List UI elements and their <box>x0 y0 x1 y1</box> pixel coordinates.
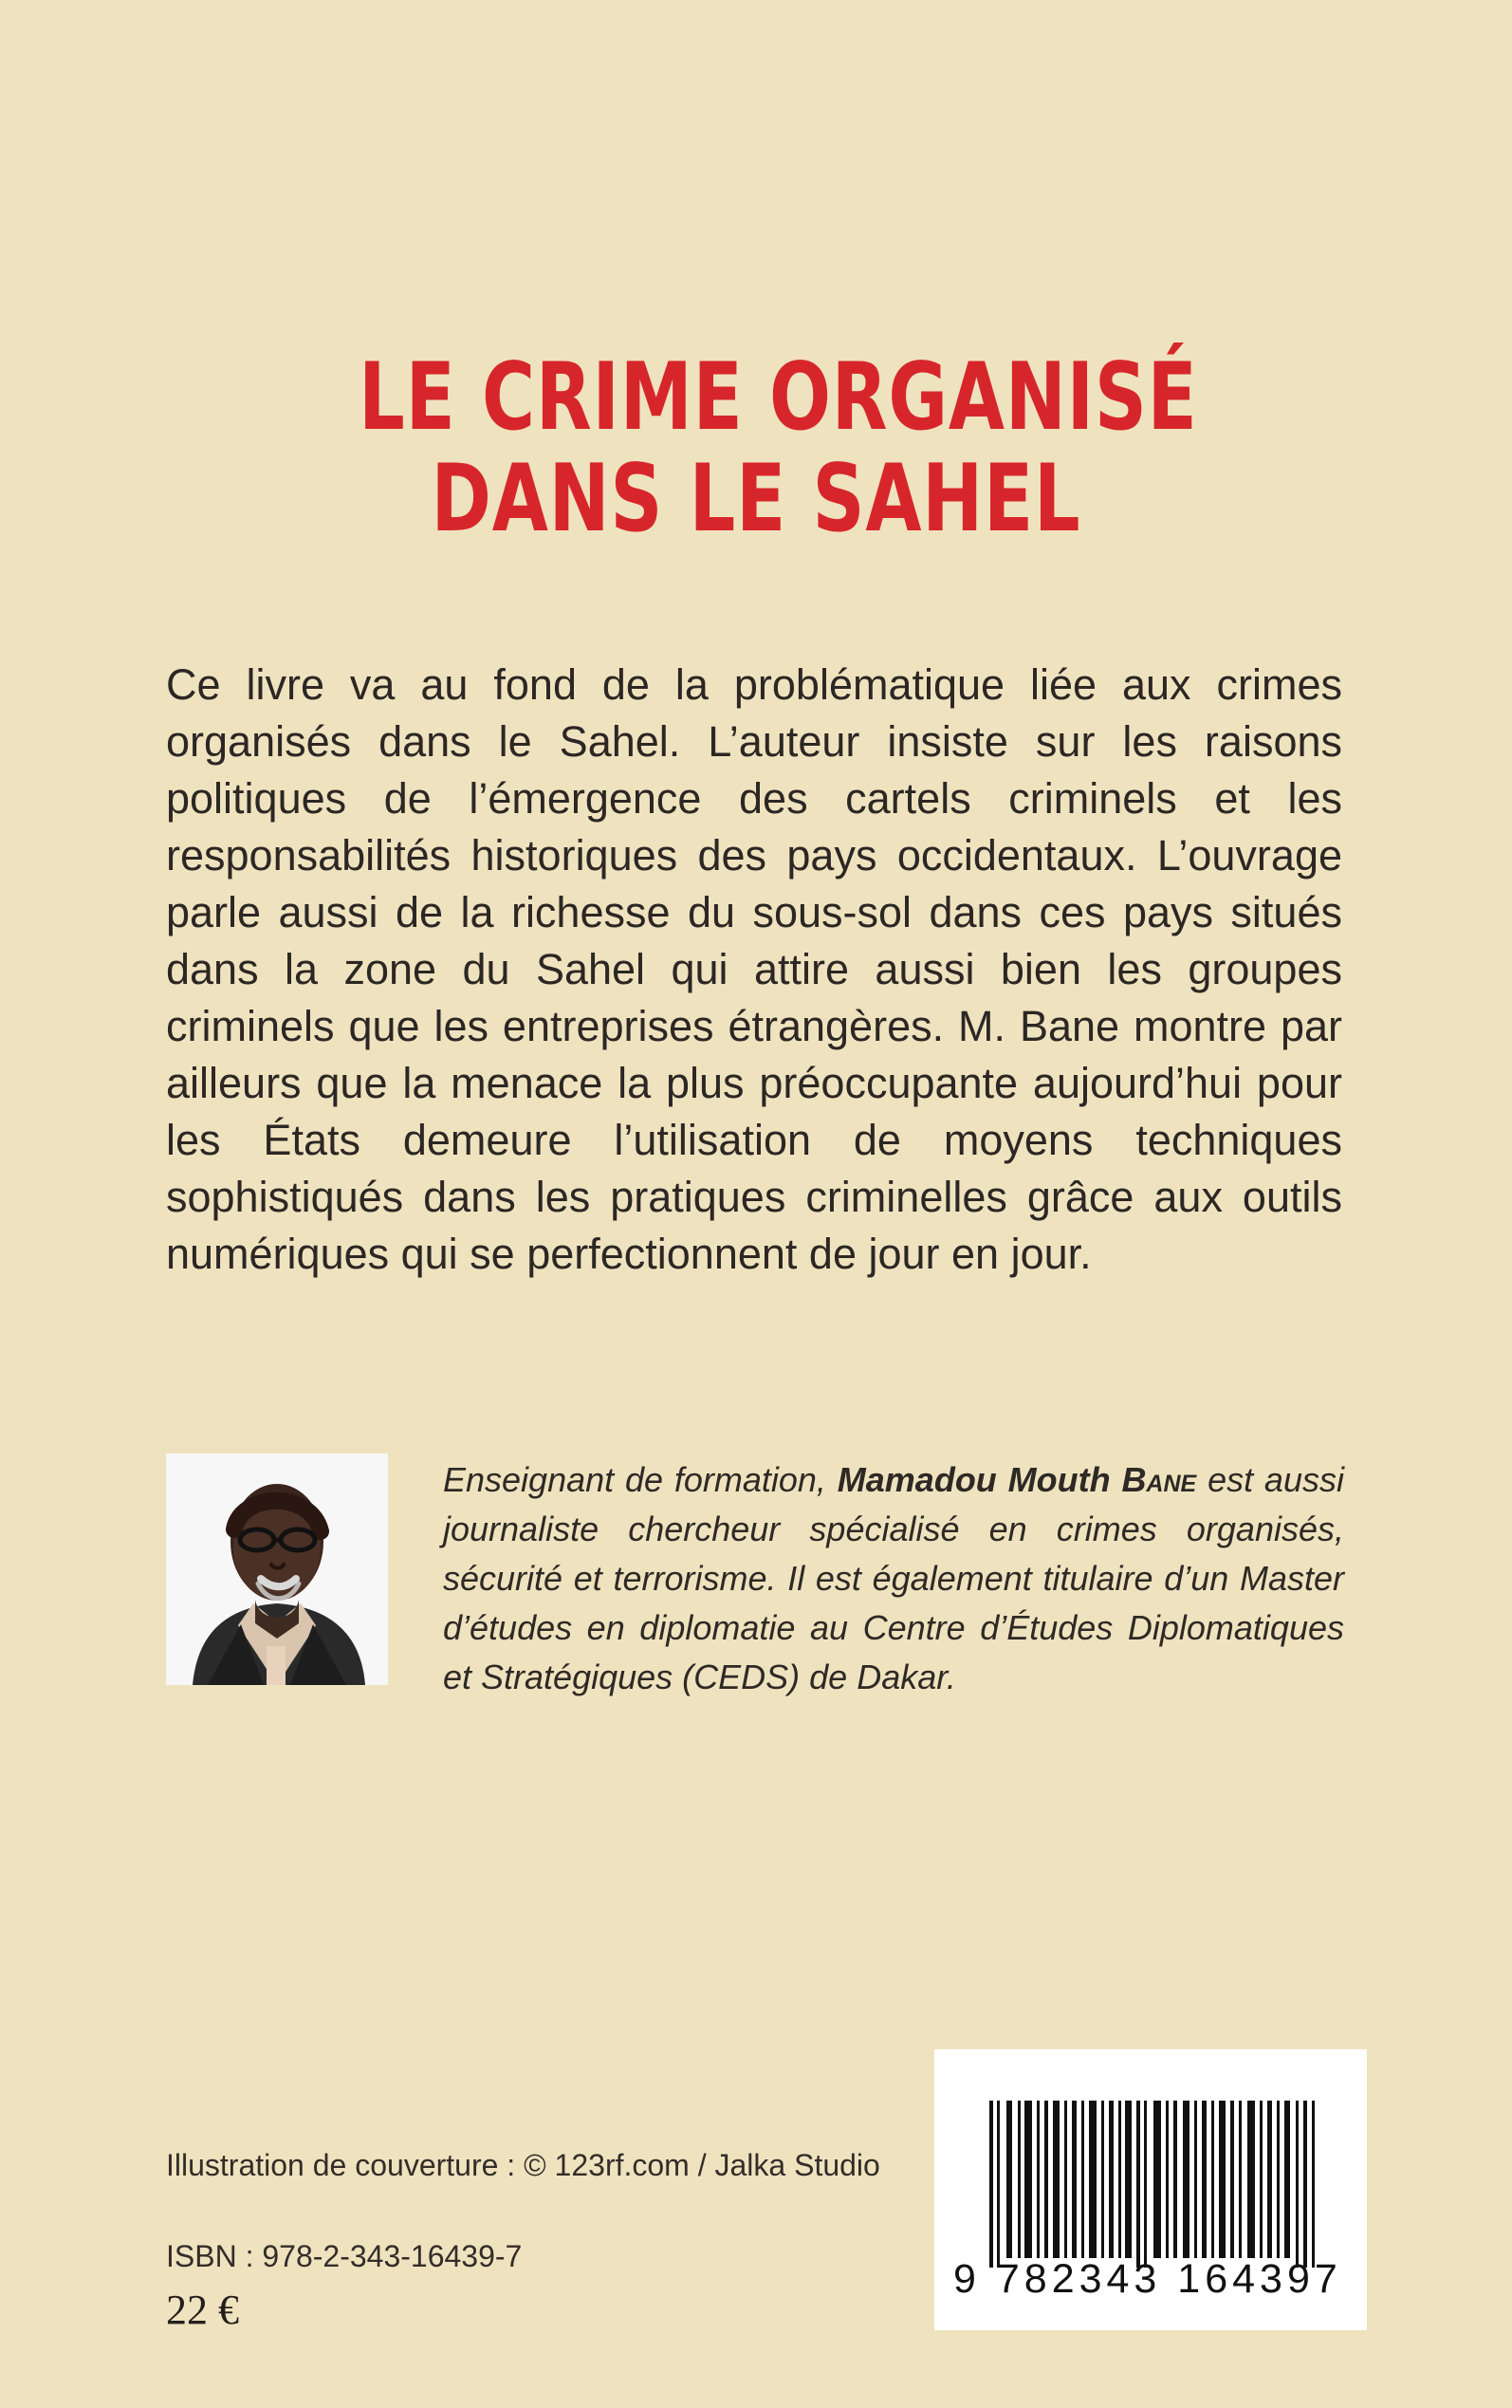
book-title <box>359 343 1198 554</box>
author-given-name: Mamadou Mouth <box>837 1460 1111 1499</box>
bio-rest: est aussi journaliste chercheur spécialisé en crimes organisés, sécurité et terrorisme. Il est également titulaire d’un Master d’études en diplomatie au Centre d’Études Diplomatiques et Stratégiques (CEDS) de Dakar. <box>443 1460 1344 1696</box>
isbn-text: ISBN : 978-2-343-16439-7 <box>166 2239 523 2273</box>
book-title-line-1: LE CRIME ORGANISÉ <box>359 343 1198 452</box>
book-description: Ce livre va au fond de la problématique liée aux crimes organisés dans le Sahel. L’auteur insiste sur les raisons politiques de l’émergence des cartels criminels et les responsabilités historiques des pays occidentaux. L’ouvrage parle aussi de la richesse du sous-sol dans ces pays situés dans la zone du Sahel qui attire aussi bien les groupes criminels que les entreprises étrangères. M. Bane montre par ailleurs que la menace la plus préoccupante aujourd’hui pour les États demeure l’utilisation de moyens techniques sophistiqués dans les pratiques criminelles grâce aux outils numériques qui se perfectionnent de jour en jour. <box>166 660 1342 1278</box>
author-photo-icon <box>166 1454 388 1685</box>
barcode-icon <box>934 2049 1367 2330</box>
book-title-line-2: DANS LE SAHEL <box>431 445 1081 554</box>
illustration-credit: Illustration de couverture : © 123rf.com / Jalka Studio <box>166 2148 880 2182</box>
author-biography <box>443 1455 1344 1702</box>
author-name <box>838 1460 1196 1499</box>
barcode-number: 9 782343 164397 <box>953 2256 1342 2302</box>
price-label: 22 € <box>166 2287 239 2333</box>
author-surname: Bane <box>1121 1460 1197 1499</box>
bio-intro: Enseignant de formation, <box>443 1460 826 1499</box>
